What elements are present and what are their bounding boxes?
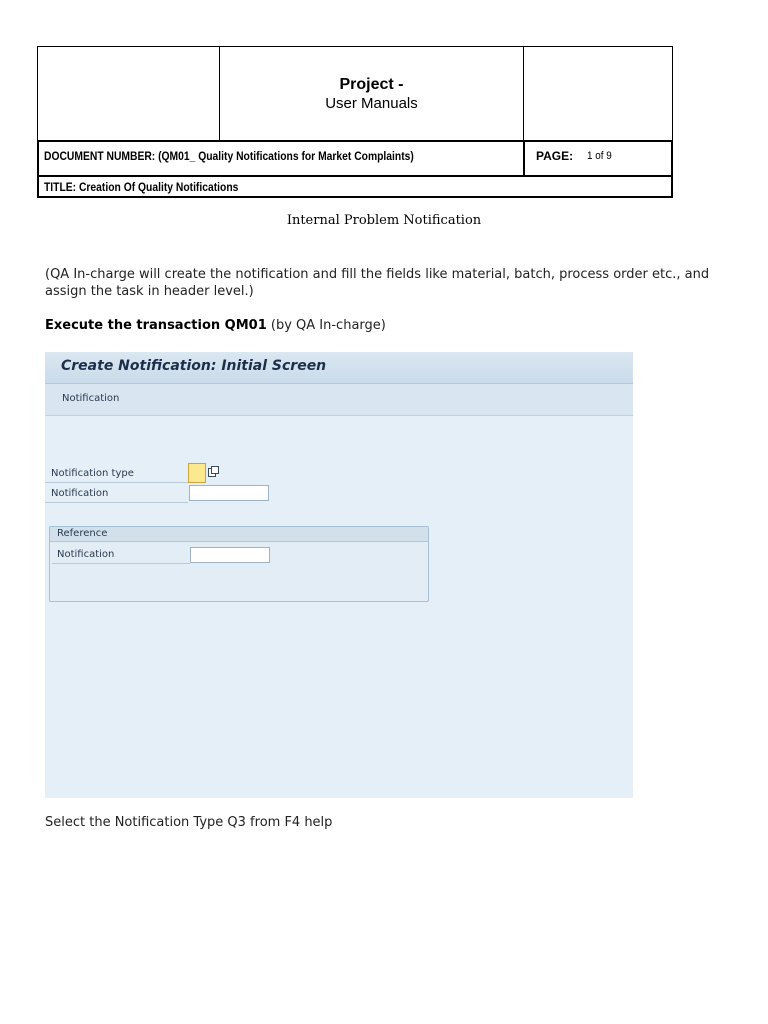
sap-menu-bar [45, 384, 633, 416]
sap-title-bar [45, 352, 633, 384]
document-title: TITLE: Creation Of Quality Notifications [44, 180, 239, 194]
header-right-cell [523, 46, 673, 141]
page-cell [523, 140, 673, 177]
section-heading: Internal Problem Notification [286, 213, 482, 228]
f4-help-icon[interactable] [208, 466, 219, 477]
page-label: PAGE: [536, 149, 574, 163]
reference-group-title: Reference [57, 528, 108, 539]
menu-item-notification[interactable]: Notification [62, 393, 120, 404]
notification-type-label: Notification type [51, 468, 134, 479]
header-project-cell [219, 46, 524, 141]
title-cell [37, 176, 673, 198]
execute-bold: Execute the transaction QM01 [45, 318, 267, 333]
notification-type-underline [45, 482, 188, 483]
project-title: Project - [339, 76, 404, 93]
reference-notification-underline [52, 563, 190, 564]
notification-underline [45, 502, 188, 503]
page-value: 1 of 9 [587, 150, 612, 162]
project-subtitle: User Manuals [325, 95, 418, 112]
intro-paragraph: (QA In-charge will create the notification and fill the fields like material, batch, process order etc., and assign the task in header level.) [45, 267, 710, 299]
notification-label: Notification [51, 488, 109, 499]
reference-group-header [50, 527, 428, 542]
execute-rest: (by QA In-charge) [266, 318, 386, 333]
document-number: DOCUMENT NUMBER: (QM01_ Quality Notifications for Market Complaints) [44, 149, 414, 163]
footer-instruction: Select the Notification Type Q3 from F4 help [45, 815, 333, 830]
reference-group [49, 526, 429, 602]
document-number-cell [37, 140, 525, 177]
sap-screen-title: Create Notification: Initial Screen [61, 358, 327, 374]
header-logo-cell [37, 46, 220, 141]
document-header-table [37, 46, 673, 198]
sap-screenshot [45, 352, 633, 798]
execute-instruction [45, 318, 386, 333]
reference-notification-label: Notification [57, 549, 115, 560]
notification-type-input[interactable] [188, 463, 206, 483]
reference-notification-input[interactable] [190, 547, 270, 563]
notification-input[interactable] [189, 485, 269, 501]
